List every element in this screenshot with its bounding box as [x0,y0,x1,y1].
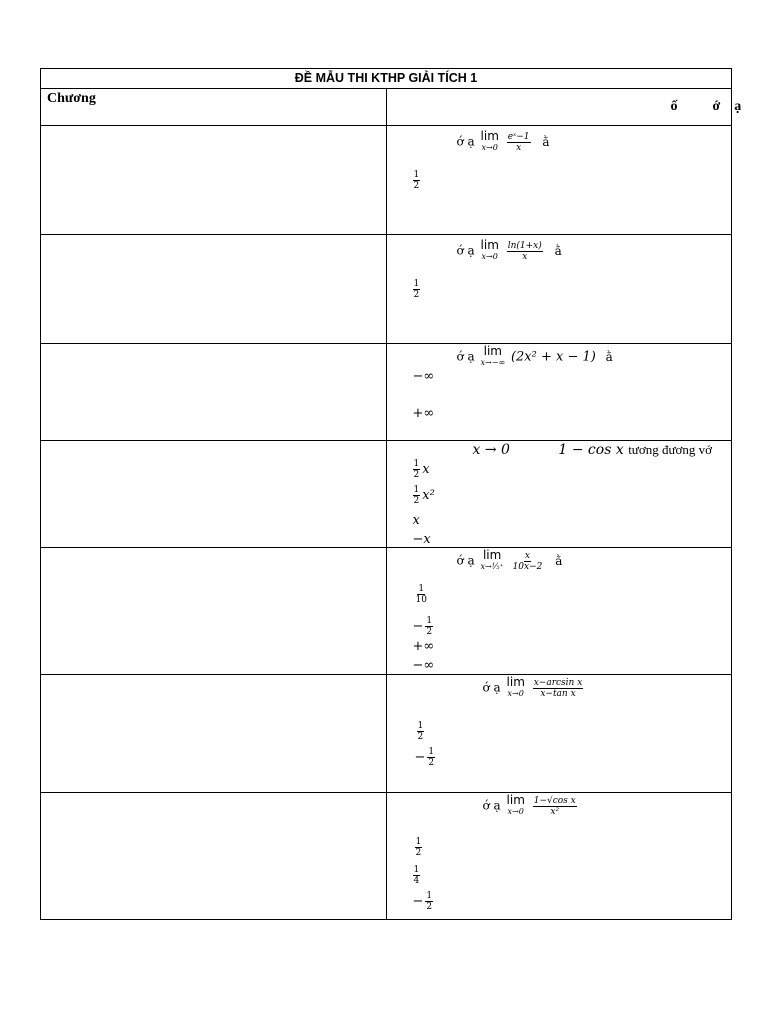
chapter-cell [41,675,387,793]
limit-subscript: x→0 [481,143,498,152]
option-fraction [425,616,433,637]
question-4-text: tương đương vớ [628,442,713,457]
question-header: ố ớ ạ [670,99,742,114]
option-numerator: 1 [413,865,420,875]
option-numerator: 1 [413,170,420,180]
option-variable: x² [422,488,435,503]
question-6-prefix: ớ ạ [482,680,501,695]
option-numerator: 1 [417,721,424,731]
option-numerator: 1 [415,837,422,847]
question-2-suffix: ằ [554,243,562,258]
limit-word: lim [482,548,502,562]
answer-option[interactable]: −∞ [412,658,435,673]
answer-option[interactable] [411,170,423,191]
option-numerator: 1 [413,279,420,289]
question-7-stem [483,795,579,817]
option-denominator: 10 [415,595,427,605]
option-denominator: 2 [413,470,420,480]
option-fraction [413,170,421,191]
expression-denominator: x [522,251,528,262]
option-sign: − [412,619,424,634]
chapter-cell [41,548,387,675]
option-denominator: 2 [426,902,433,912]
chapter-cell [41,793,387,920]
option-denominator: 2 [426,627,433,637]
expression-numerator: 1−√cos x [533,795,576,806]
chapter-cell [41,126,387,235]
question-2-prefix: ớ ạ [456,243,475,258]
limit-word: lim [480,238,499,252]
limit-expression [512,551,544,572]
expression-numerator: x [524,550,530,561]
option-denominator: 2 [417,732,424,742]
limit-expression [507,241,543,262]
answer-option[interactable] [413,584,430,605]
chapter-cell [41,235,387,344]
answer-option[interactable] [413,616,436,637]
option-denominator: 2 [415,848,422,858]
expression-denominator: x [516,142,522,153]
option-fraction [417,721,425,742]
limit-word: lim [506,675,525,689]
option-sign: − [414,750,426,765]
limit-subscript: x→0 [507,807,524,816]
chapter-header: Chương [47,91,96,106]
limit-subscript: x→0 [481,252,498,261]
limit-operator [481,131,499,153]
answer-option[interactable] [415,721,427,742]
limit-subscript: x→−∞ [480,358,506,367]
expression-numerator: eˣ−1 [507,131,530,142]
answer-option[interactable]: x [412,513,420,528]
question-6-stem [483,677,586,699]
question-1-suffix: ằ [542,134,550,149]
answer-option[interactable] [411,485,435,506]
answer-option[interactable] [411,279,423,300]
chapter-cell [41,344,387,441]
question-1-prefix: ớ ạ [456,134,475,149]
option-fraction [427,747,435,768]
option-denominator: 2 [413,496,420,506]
question-cell-4 [386,441,732,548]
option-numerator: 1 [413,459,420,469]
question-cell-2 [386,235,732,344]
option-fraction [413,485,421,506]
limit-word: lim [480,129,499,143]
limit-subscript: x→⅕⁺ [480,562,504,571]
answer-option[interactable]: +∞ [412,639,435,654]
option-numerator: 1 [426,891,433,901]
limit-expression [507,132,531,153]
limit-subscript: x→0 [507,689,524,698]
question-3-stem [457,346,613,368]
option-numerator: 1 [426,616,433,626]
option-numerator: 1 [413,485,420,495]
option-denominator: 4 [413,876,420,886]
option-numerator: 1 [428,747,435,757]
question-7-prefix: ớ ạ [482,798,501,813]
option-numerator: 1 [418,584,425,594]
question-3-prefix: ớ ạ [456,349,475,364]
answer-option[interactable] [411,459,430,480]
limit-expression [533,796,577,817]
option-fraction [413,865,421,886]
question-header-cell [386,89,742,126]
expression-denominator: x² [550,806,560,817]
question-5-prefix: ớ ạ [456,553,475,568]
chapter-header-cell [41,89,387,126]
exam-table [40,68,742,920]
option-sign: − [412,894,424,909]
chapter-cell [41,441,387,548]
expression-numerator: x−arcsin x [533,677,583,688]
option-denominator: 2 [413,181,420,191]
answer-option[interactable] [413,891,436,912]
question-5-stem [457,550,563,572]
option-fraction [425,891,433,912]
exam-title: ĐỀ MẪU THI KTHP GIẢI TÍCH 1 [41,69,732,89]
question-4-lead: x → 0 [472,442,510,458]
limit-word: lim [483,344,502,358]
answer-option[interactable] [411,865,423,886]
question-cell-3 [386,344,732,441]
limit-word: lim [506,793,525,807]
answer-option[interactable] [413,837,425,858]
option-variable: x [422,462,430,477]
answer-option[interactable] [415,747,438,768]
option-denominator: 2 [413,290,420,300]
answer-option[interactable]: −∞ [412,369,435,384]
option-fraction [415,584,428,605]
exam-sheet [40,68,742,920]
limit-operator [481,550,504,572]
expression-numerator: ln(1+x) [507,240,542,251]
limit-expression: (2x² + x − 1) [510,349,596,365]
question-5-suffix: ằ [555,553,563,568]
question-cell-1 [386,126,732,235]
limit-operator [481,346,506,368]
question-4-stem [473,442,713,458]
answer-option[interactable]: +∞ [412,406,435,421]
limit-operator [481,240,499,262]
question-4-expression: 1 − cos x [558,442,624,458]
question-3-suffix: ằ [605,349,613,364]
limit-expression [533,678,584,699]
question-2-stem [457,240,562,262]
question-cell-5 [386,548,732,675]
question-1-stem [457,131,550,153]
question-cell-6 [386,675,732,793]
question-cell-7 [386,793,732,920]
limit-operator [507,795,525,817]
option-denominator: 2 [428,758,435,768]
answer-option[interactable]: −x [412,532,431,547]
expression-denominator: x−tan x [540,688,576,699]
limit-operator [507,677,525,699]
option-fraction [413,279,421,300]
option-fraction [415,837,423,858]
expression-denominator: 10x−2 [512,561,543,572]
option-fraction [413,459,421,480]
